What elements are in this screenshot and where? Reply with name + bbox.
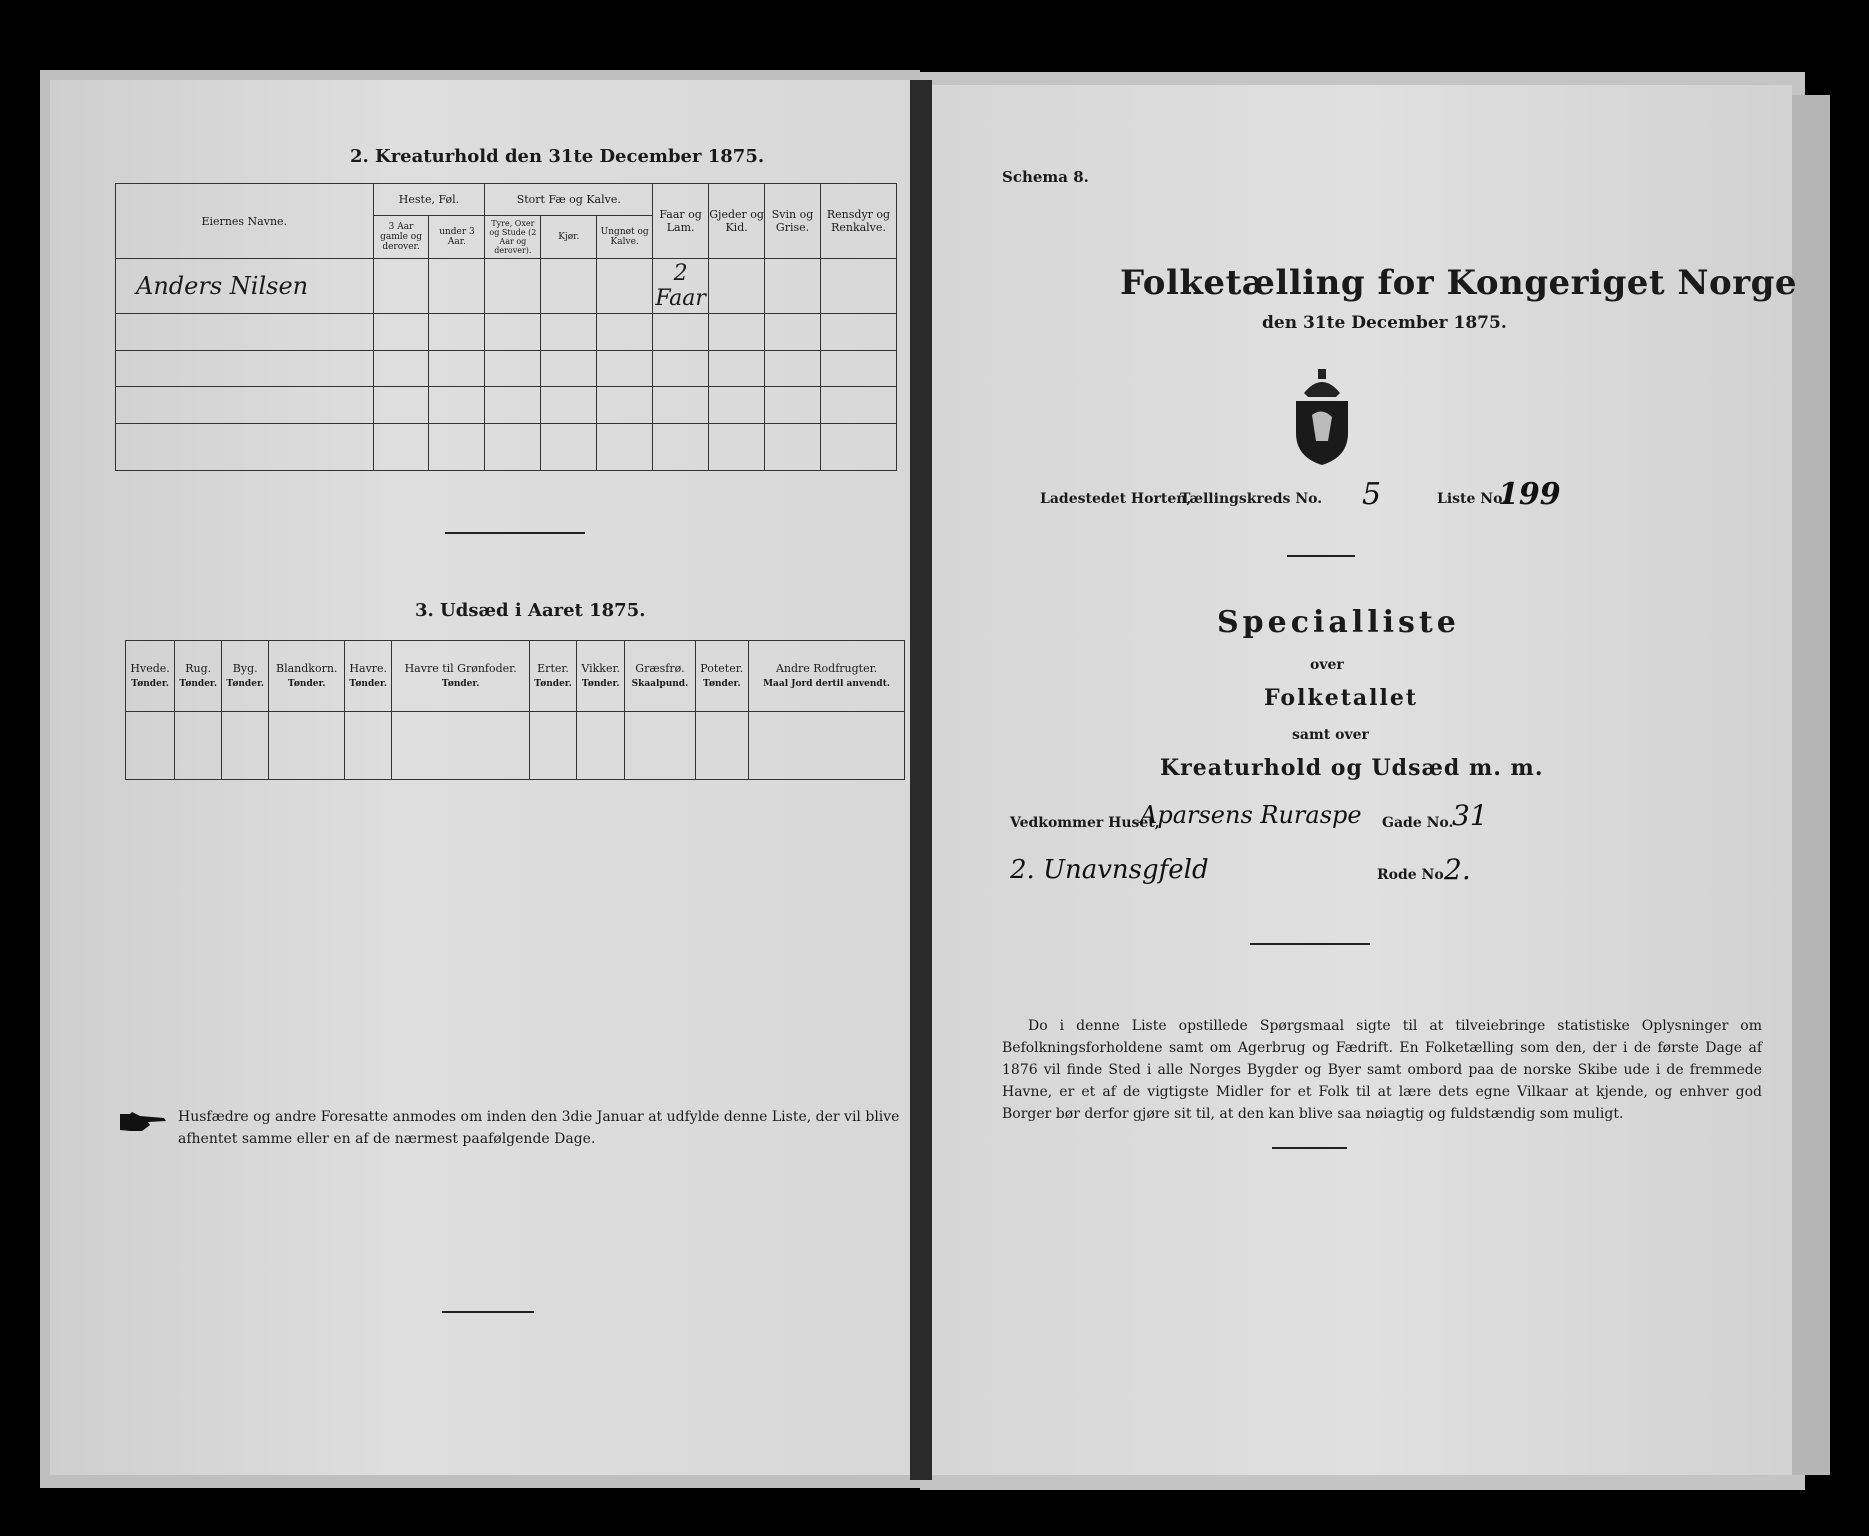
- col-goats: Gjeder og Kid.: [709, 184, 765, 259]
- seed-cell: [126, 711, 175, 780]
- divider: [1272, 1147, 1347, 1149]
- seed-cell: [695, 711, 749, 780]
- seed-col-3: [269, 641, 345, 712]
- seed-col-unit: Tønder.: [179, 679, 217, 690]
- seed-cell: [175, 711, 222, 780]
- seed-col-unit: Tønder.: [702, 679, 741, 690]
- ladested-label: Ladestedet Horten,: [1040, 491, 1192, 507]
- schema-label: Schema 8.: [1002, 168, 1089, 186]
- seed-col-unit: Skaalpund.: [631, 679, 689, 690]
- seed-cell: [345, 711, 392, 780]
- seed-col-unit: Tønder.: [534, 679, 572, 690]
- kreds-value: 5: [1362, 477, 1382, 512]
- livestock-table: [115, 183, 897, 471]
- seed-cell: [269, 711, 345, 780]
- folketallet: Folketallet: [1264, 685, 1418, 711]
- pointing-hand-icon: [118, 1110, 168, 1132]
- seed-col-name: Havre til Grønfoder.: [404, 662, 517, 676]
- seed-col-0: [126, 641, 175, 712]
- seed-col-unit: Tønder.: [441, 679, 480, 690]
- sheep-count: 2 Faar: [653, 259, 709, 314]
- seed-col-name: Hvede.: [130, 662, 170, 676]
- seed-col-unit: Tønder.: [131, 679, 169, 690]
- census-title: Folketælling for Kongeriget Norge: [1120, 263, 1798, 303]
- book-gutter: [910, 80, 932, 1480]
- table-row: [116, 350, 897, 387]
- seed-col-name: Rug.: [185, 662, 212, 676]
- col-calves: Ungnøt og Kalve.: [597, 216, 653, 259]
- right-page: [932, 85, 1798, 1475]
- table-row: [116, 259, 897, 314]
- house-label: Vedkommer Huset,: [1010, 815, 1160, 831]
- notice-line-2: afhentet samme eller en af de nærmest paafølgende Dage.: [178, 1131, 596, 1147]
- seed-col-5: [392, 641, 530, 712]
- gade-label: Gade No.: [1382, 815, 1454, 831]
- col-cows: Kjør.: [541, 216, 597, 259]
- liste-label: Liste No.: [1437, 491, 1508, 507]
- seed-col-8: [625, 641, 695, 712]
- samt-over: samt over: [1292, 727, 1369, 743]
- seed-cell: [577, 711, 625, 780]
- seed-col-name: Vikker.: [581, 662, 621, 676]
- second-line-value: 2. Unavnsgfeld: [1010, 855, 1209, 885]
- col-pigs: Svin og Grise.: [765, 184, 821, 259]
- seed-col-name: Havre.: [349, 662, 388, 676]
- seed-cell: [625, 711, 695, 780]
- table-row: [116, 387, 897, 424]
- seed-col-unit: Tønder.: [287, 679, 326, 690]
- seed-col-name: Byg.: [232, 662, 258, 676]
- seed-col-unit: Tønder.: [349, 679, 388, 690]
- section2-title: 2. Kreaturhold den 31te December 1875.: [350, 146, 765, 167]
- rode-label: Rode No.: [1377, 867, 1449, 883]
- seed-col-unit: Tønder.: [226, 679, 265, 690]
- rode-value: 2.: [1444, 853, 1471, 886]
- col-owner: Eiernes Navne.: [116, 184, 374, 259]
- over-1: over: [1310, 657, 1344, 673]
- col-bulls: Tyre, Oxer og Stude (2 Aar og derover).: [485, 216, 541, 259]
- owner-name: Anders Nilsen: [116, 259, 374, 314]
- col-horses-old: 3 Aar gamle og derover.: [373, 216, 429, 259]
- divider: [442, 1311, 534, 1313]
- seed-col-6: [530, 641, 577, 712]
- col-cattle: Stort Fæ og Kalve.: [485, 184, 653, 216]
- table-row: [116, 423, 897, 470]
- seed-col-name: Andre Rodfrugter.: [775, 662, 878, 676]
- coat-of-arms-icon: [1282, 367, 1362, 467]
- table-row: [116, 314, 897, 351]
- col-reindeer: Rensdyr og Renkalve.: [820, 184, 896, 259]
- notice-line-1: Husfædre og andre Foresatte anmodes om inden den 3die Januar at udfylde denne Liste, der vil blive: [178, 1109, 900, 1125]
- seed-col-name: Blandkorn.: [276, 662, 338, 676]
- divider: [1287, 555, 1355, 557]
- divider: [445, 532, 585, 534]
- seed-col-name: Poteter.: [700, 662, 744, 676]
- seed-col-name: Græsfrø.: [635, 662, 685, 676]
- section3-title: 3. Udsæd i Aaret 1875.: [415, 600, 646, 621]
- col-horses-young: under 3 Aar.: [429, 216, 485, 259]
- seed-col-unit: Maal Jord dertil anvendt.: [763, 679, 891, 690]
- kreds-label: Tællingskreds No.: [1180, 491, 1323, 507]
- seed-cell: [222, 711, 269, 780]
- col-horses: Heste, Føl.: [373, 184, 485, 216]
- house-value: Aparsens Ruraspe: [1140, 801, 1362, 829]
- seed-col-4: [345, 641, 392, 712]
- seed-col-9: [695, 641, 749, 712]
- seed-cell: [392, 711, 530, 780]
- specialliste-title: Specialliste: [1217, 605, 1460, 640]
- liste-value: 199: [1498, 477, 1561, 512]
- seed-col-2: [222, 641, 269, 712]
- census-date: den 31te December 1875.: [1262, 313, 1507, 333]
- kreaturhold-title: Kreaturhold og Udsæd m. m.: [1160, 755, 1544, 781]
- seed-col-7: [577, 641, 625, 712]
- left-page: [50, 80, 910, 1475]
- seed-col-10: [749, 641, 905, 712]
- seed-col-1: [175, 641, 222, 712]
- divider: [1250, 943, 1370, 945]
- seed-col-unit: Tønder.: [581, 679, 620, 690]
- seed-cell: [749, 711, 905, 780]
- seed-col-name: Erter.: [537, 662, 569, 676]
- col-sheep: Faar og Lam.: [653, 184, 709, 259]
- seed-cell: [530, 711, 577, 780]
- gade-value: 31: [1452, 799, 1488, 832]
- intro-paragraph: Do i denne Liste opstillede Spørgsmaal sigte til at tilveiebringe statistiske Oplysninger om Befolkningsforholdene samt om Agerbrug og Fædrift. En Folketælling som den, der i de første Dage af 1876 vil finde Sted i alle Norges Bygder og Byer samt ombord paa de norske Skibe ude i de fremmede Havne, er et af de vigtigste Midler for et Folk til at lære dets egne Vilkaar at kjende, og enhver god Borger bør derfor gjøre sit til, at den kan blive saa nøiagtig og fuldstændig som muligt.: [1002, 1018, 1762, 1122]
- table-row: [126, 711, 905, 780]
- seed-table: [125, 640, 905, 780]
